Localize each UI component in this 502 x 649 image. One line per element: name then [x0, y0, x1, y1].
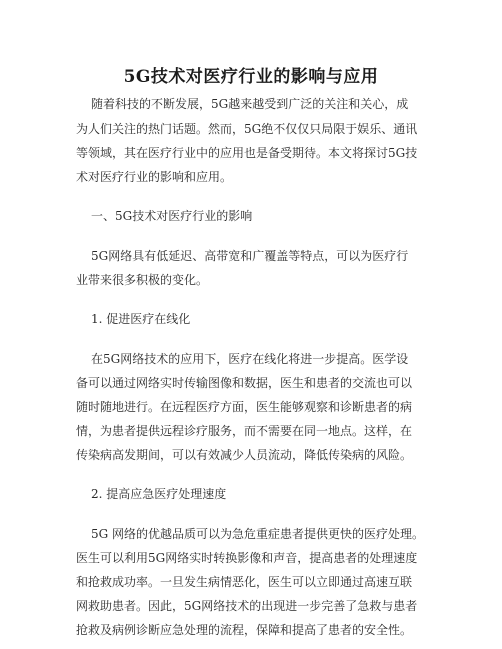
paragraph-line: 随着科技的不断发展，5G越来越受到广泛的关注和关心，成: [91, 97, 409, 111]
section-heading: 一、5G技术对医疗行业的影响: [91, 209, 253, 223]
paragraph-line: 5G网络具有低延迟、高带宽和广覆盖等特点，可以为医疗行: [91, 249, 409, 263]
document-title: 5G技术对医疗行业的影响与应用: [123, 67, 379, 87]
paragraph-line: 等领域，其在医疗行业中的应用也是备受期待。本文将探讨5G技: [76, 146, 418, 160]
paragraph-line: 术对医疗行业的影响和应用。: [76, 170, 233, 184]
paragraph-line: 医生可以利用5G网络实时转换影像和声音，提高患者的处理速度: [76, 551, 418, 565]
paragraph-line: 备可以通过网络实时传输图像和数据，医生和患者的交流也可以: [76, 376, 413, 390]
paragraph-line: 抢救及病例诊断应急处理的流程，保障和提高了患者的安全性。: [76, 623, 413, 637]
paragraph-line: 网救助患者。因此，5G网络技术的出现进一步完善了急救与患者: [76, 599, 418, 613]
subsection-heading: 2. 提高应急医疗处理速度: [91, 487, 227, 501]
paragraph-line: 随时随地进行。在远程医疗方面，医生能够观察和诊断患者的病: [76, 400, 413, 414]
paragraph-line: 为人们关注的热门话题。然而，5G绝不仅仅只局限于娱乐、通讯: [76, 122, 418, 136]
paragraph-line: 业带来很多积极的变化。: [76, 273, 209, 287]
paragraph-line: 和抢救成功率。一旦发生病情恶化，医生可以立即通过高速互联: [76, 575, 413, 589]
subsection-heading: 1. 促进医疗在线化: [91, 312, 191, 326]
paragraph-line: 传染病高发期间，可以有效减少人员流动，降低传染病的风险。: [76, 448, 413, 462]
paragraph-line: 在5G网络技术的应用下，医疗在线化将进一步提高。医学设: [91, 352, 409, 366]
paragraph-line: 5G 网络的优越品质可以为急危重症患者提供更快的医疗处理。: [91, 527, 425, 541]
paragraph-line: 情，为患者提供远程诊疗服务，而不需要在同一地点。这样，在: [76, 424, 413, 438]
